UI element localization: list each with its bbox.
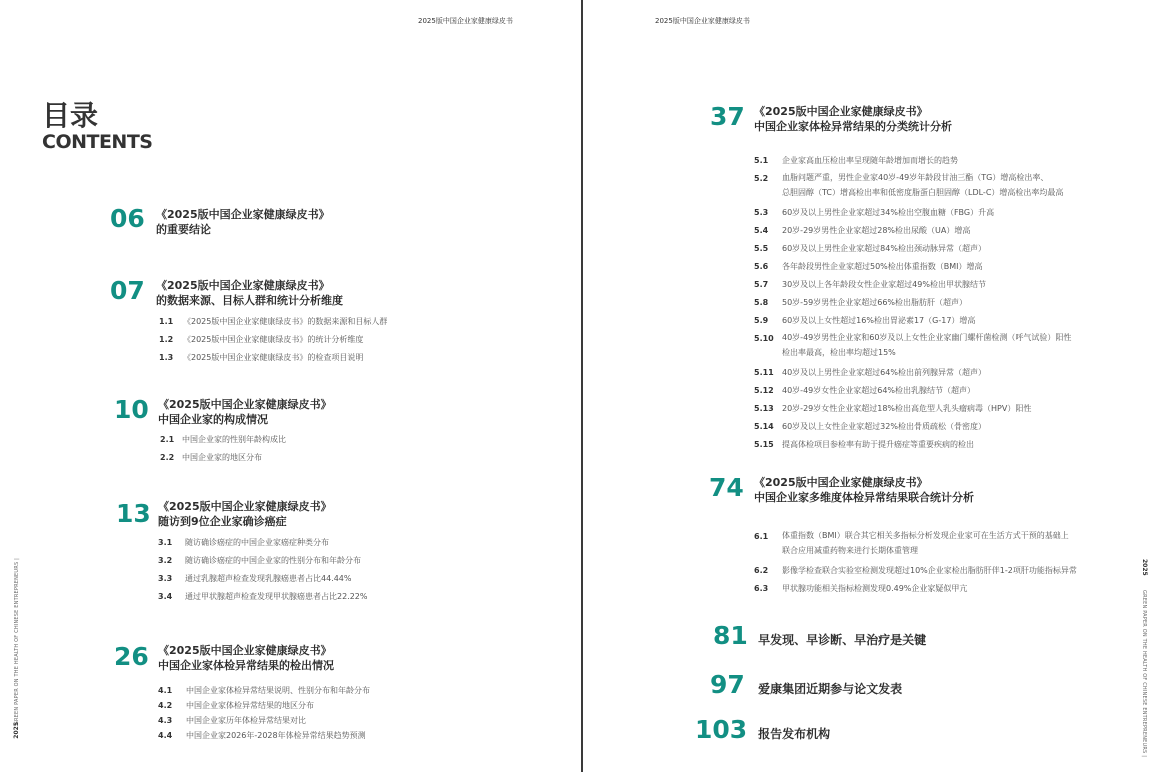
section-page-number: 81 <box>713 621 748 650</box>
section-title: 《2025版中国企业家健康绿皮书》 中国企业家体检异常结果的检出情况 <box>158 644 334 672</box>
toc-subitem[interactable]: 3.4 通过甲状腺超声检查发现甲状腺癌患者占比22.22% <box>158 592 368 601</box>
subitem-number: 5.10 <box>754 334 774 343</box>
toc-subitem[interactable] <box>754 400 1031 418</box>
subitem-text: 60岁及以上女性超过16%检出胃泌素17（G-17）增高 <box>782 316 976 325</box>
running-head-left: 2025版中国企业家健康绿皮书 <box>418 17 513 25</box>
subitem-number: 5.13 <box>754 404 774 413</box>
section-page-number: 97 <box>710 670 745 699</box>
subitem-number: 5.5 <box>754 244 769 253</box>
toc-subitem[interactable] <box>754 418 986 436</box>
subitem-text: 20岁-29岁男性企业家超过28%检出尿酸（UA）增高 <box>782 226 971 235</box>
toc-subitem[interactable]: 4.3 中国企业家历年体检异常结果对比 <box>158 716 306 725</box>
toc-subitem[interactable] <box>754 152 958 170</box>
subitem-number: 5.11 <box>754 368 774 377</box>
section-title: 报告发布机构 <box>758 727 831 741</box>
subitem-number: 5.14 <box>754 422 774 431</box>
section-title: 早发现、早诊断、早治疗是关键 <box>758 633 927 647</box>
side-running-text-right: GREEN PAPER ON THE HEALTH OF CHINESE ENTREPRENEURS | <box>1141 590 1147 758</box>
subitem-text: 20岁-29岁女性企业家超过18%检出高危型人乳头瘤病毒（HPV）阳性 <box>782 404 1032 413</box>
right-page <box>583 0 1162 772</box>
toc-subitem[interactable] <box>754 382 975 400</box>
toc-subitem[interactable] <box>754 222 970 240</box>
toc-subitem[interactable]: 1.2 《2025版中国企业家健康绿皮书》的统计分析维度 <box>159 335 364 344</box>
subitem-number: 5.8 <box>754 298 769 307</box>
toc-subitem[interactable]: 4.4 中国企业家2026年-2028年体检异常结果趋势预测 <box>158 731 366 740</box>
subitem-number: 5.15 <box>754 440 774 449</box>
subitem-number: 5.6 <box>754 262 769 271</box>
toc-subitem[interactable] <box>754 240 986 258</box>
subitem-text: 40岁及以上男性企业家超过64%检出前列腺异常（超声） <box>782 368 986 377</box>
section-title: 《2025版中国企业家健康绿皮书》 随访到9位企业家确诊癌症 <box>158 500 332 528</box>
subitem-text: 各年龄段男性企业家超过50%检出体重指数（BMI）增高 <box>782 262 983 271</box>
section-page-number: 37 <box>710 102 745 131</box>
toc-section-81[interactable] <box>713 621 926 650</box>
toc-subitem[interactable]: 3.3 通过乳腺超声检查发现乳腺癌患者占比44.44% <box>158 574 352 583</box>
section-page-number: 103 <box>695 715 748 744</box>
subitem-number: 5.7 <box>754 280 769 289</box>
subitem-text: 提高体检项目参检率有助于提升癌症等重要疾病的检出 <box>782 440 974 449</box>
toc-subitem[interactable]: 4.2 中国企业家体检异常结果的地区分布 <box>158 701 314 710</box>
subitem-text: 体重指数（BMI）联合其它相关多指标分析发现企业家可在生活方式干预的基础上 联合应用减重药物来进行长期体重管理 <box>782 531 1069 555</box>
side-year-right: 2025 <box>1141 559 1148 576</box>
toc-subitem[interactable] <box>754 170 1063 202</box>
subitem-text: 企业家高血压检出率呈现随年龄增加而增长的趋势 <box>782 156 958 165</box>
subitem-number: 5.1 <box>754 156 769 165</box>
subitem-number: 5.3 <box>754 208 769 217</box>
toc-subitem[interactable] <box>754 276 986 294</box>
toc-subitem[interactable]: 1.3 《2025版中国企业家健康绿皮书》的检查项目说明 <box>159 353 364 362</box>
section-page-number: 07 <box>110 276 145 305</box>
toc-section-97[interactable] <box>710 670 902 699</box>
toc-subitem[interactable] <box>754 312 975 330</box>
subitem-number: 6.1 <box>754 532 769 541</box>
subitem-number: 5.2 <box>754 174 769 183</box>
toc-subitem[interactable]: 3.1 随访确诊癌症的中国企业家癌症种类分布 <box>158 538 329 547</box>
subitem-number: 6.3 <box>754 584 769 593</box>
subitem-number: 6.2 <box>754 566 769 575</box>
toc-title-cn: 目录 <box>42 99 99 132</box>
section-page-number: 13 <box>116 499 151 528</box>
subitem-number: 5.12 <box>754 386 774 395</box>
toc-subitem[interactable] <box>754 562 1077 580</box>
toc-subitem[interactable] <box>754 258 983 276</box>
subitem-text: 50岁-59岁男性企业家超过66%检出脂肪肝（超声） <box>782 298 968 307</box>
toc-subitem[interactable]: 4.1 中国企业家体检异常结果说明、性别分布和年龄分布 <box>158 686 370 695</box>
toc-subitem[interactable] <box>754 364 986 382</box>
subitem-number: 5.4 <box>754 226 769 235</box>
subitem-text: 影像学检查联合实验室检测发现超过10%企业家检出脂肪肝伴1-2项肝功能指标异常 <box>782 566 1077 575</box>
toc-subitem[interactable] <box>754 436 974 454</box>
side-running-text-left: GREEN PAPER ON THE HEALTH OF CHINESE ENTREPRENEURS | <box>14 558 20 726</box>
subitem-text: 甲状腺功能相关指标检测发现0.49%企业家疑似甲亢 <box>782 584 968 593</box>
subitem-text: 血脂问题严重，男性企业家40岁-49岁年龄段甘油三酯（TG）增高检出率、 总胆固醇（TC）增高检出率和低密度脂蛋白胆固醇（LDL-C）增高检出率均最高 <box>782 173 1064 197</box>
toc-title-en: CONTENTS <box>42 131 153 153</box>
side-year-left: 2025 <box>13 722 20 739</box>
toc-subitem[interactable]: 3.2 随访确诊癌症的中国企业家的性别分布和年龄分布 <box>158 556 361 565</box>
toc-subitem[interactable] <box>754 528 1069 560</box>
toc-subitem[interactable]: 1.1 《2025版中国企业家健康绿皮书》的数据来源和目标人群 <box>159 317 388 326</box>
subitem-text: 40岁-49岁女性企业家超过64%检出乳腺结节（超声） <box>782 386 976 395</box>
toc-subitem[interactable] <box>754 204 994 222</box>
toc-section-103[interactable] <box>695 715 830 744</box>
toc-subitem[interactable] <box>754 580 967 598</box>
subitem-number: 5.9 <box>754 316 769 325</box>
toc-subitem[interactable] <box>754 330 1071 362</box>
toc-subitem[interactable] <box>754 294 967 312</box>
subitem-text: 60岁及以上女性企业家超过32%检出骨质疏松（骨密度） <box>782 422 986 431</box>
toc-subitem[interactable]: 2.1 中国企业家的性别年龄构成比 <box>160 435 286 444</box>
section-page-number: 06 <box>110 204 145 233</box>
subitem-text: 30岁及以上各年龄段女性企业家超过49%检出甲状腺结节 <box>782 280 986 289</box>
section-title: 《2025版中国企业家健康绿皮书》 的数据来源、目标人群和统计分析维度 <box>156 279 343 307</box>
section-title: 《2025版中国企业家健康绿皮书》 中国企业家多维度体检异常结果联合统计分析 <box>754 476 974 504</box>
running-head-right: 2025版中国企业家健康绿皮书 <box>655 17 750 25</box>
section-page-number: 10 <box>114 395 149 424</box>
section-title: 《2025版中国企业家健康绿皮书》 中国企业家体检异常结果的分类统计分析 <box>754 105 952 133</box>
toc-subitem[interactable]: 2.2 中国企业家的地区分布 <box>160 453 262 462</box>
subitem-text: 40岁-49岁男性企业家和60岁及以上女性企业家幽门螺杆菌检测（呼气试验）阳性 检出率最高，检出率均超过15% <box>782 333 1072 357</box>
subitem-text: 60岁及以上男性企业家超过84%检出颈动脉异常（超声） <box>782 244 986 253</box>
section-page-number: 74 <box>709 473 744 502</box>
subitem-text: 60岁及以上男性企业家超过34%检出空腹血糖（FBG）升高 <box>782 208 995 217</box>
section-title: 《2025版中国企业家健康绿皮书》 中国企业家的构成情况 <box>158 398 332 426</box>
section-page-number: 26 <box>114 642 149 671</box>
section-title: 《2025版中国企业家健康绿皮书》 的重要结论 <box>156 208 330 236</box>
section-title: 爱康集团近期参与论文发表 <box>758 682 903 696</box>
